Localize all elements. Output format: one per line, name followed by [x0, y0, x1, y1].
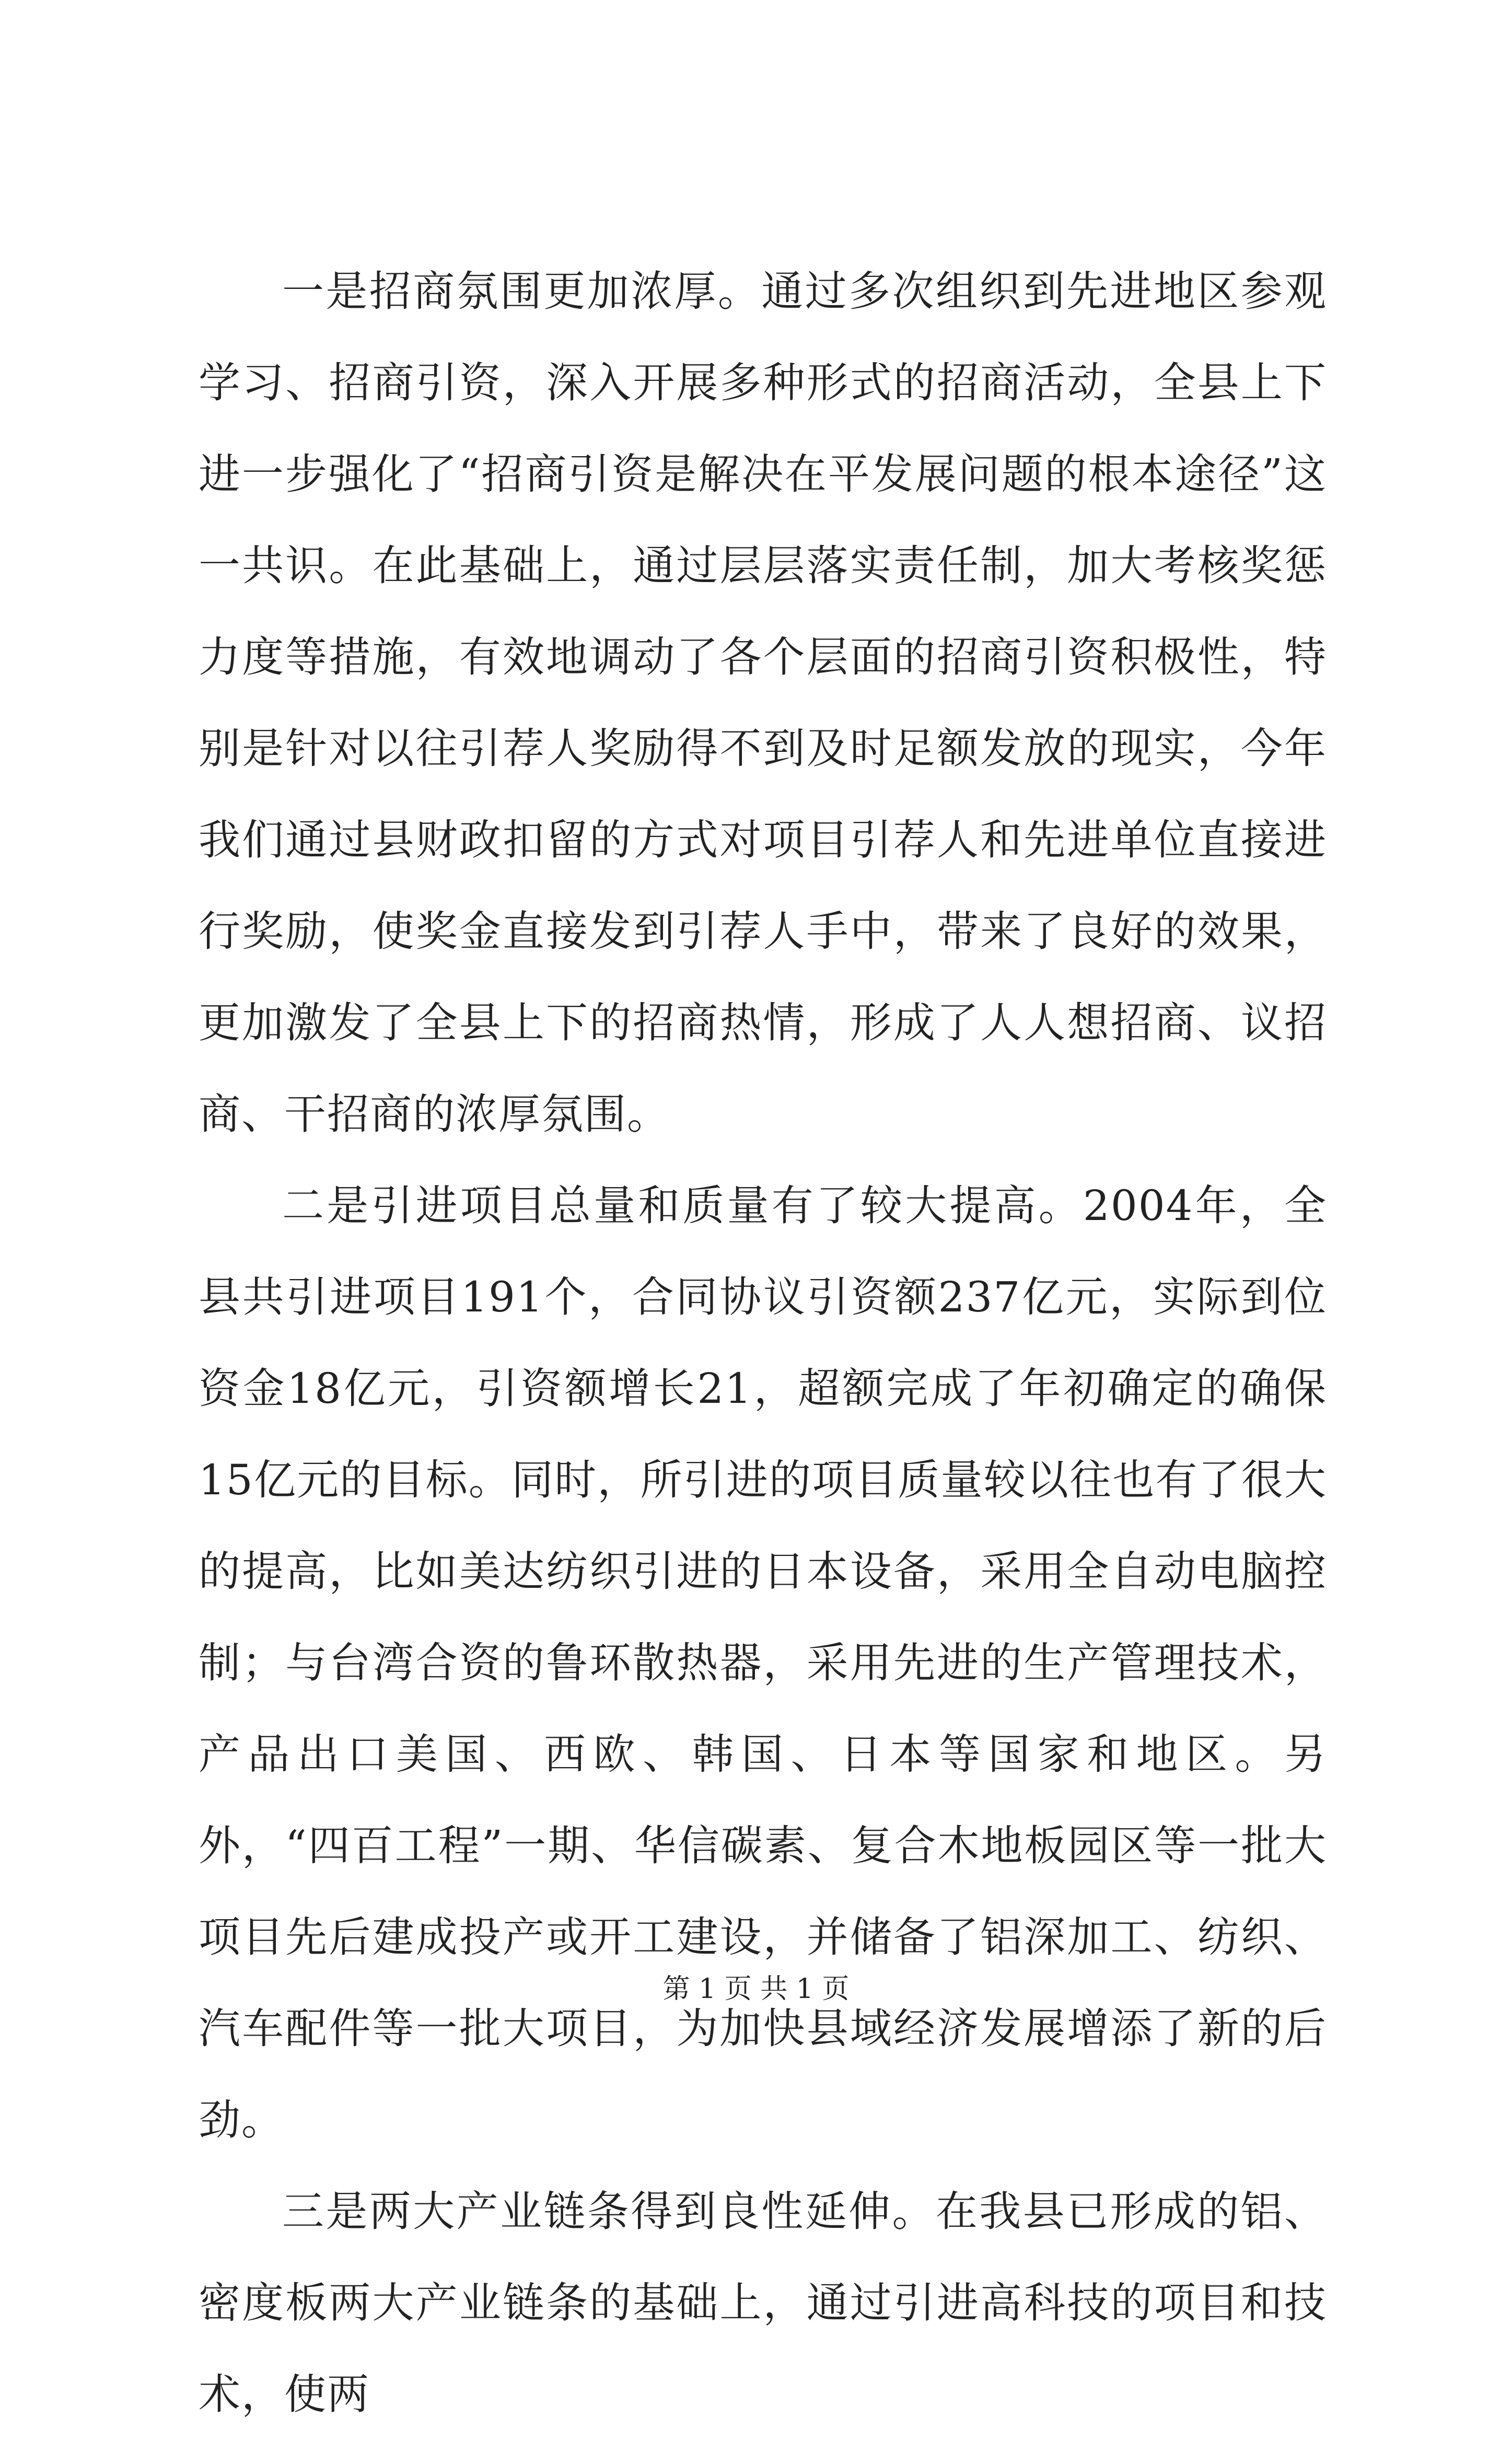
paragraph-2: 二是引进项目总量和质量有了较大提高。2004年，全县共引进项目191个，合同协议引资额237亿元，实际到位资金18亿元，引资额增长21，超额完成了年初确定的确保15亿元的目标。同时，所引进的项目质量较以往也有了很大的提高，比如美达纺织引进的日本设备，采用全自动电脑控制；与台湾合资的鲁环散热器，采用先进的生产管理技术，产品出口美国、西欧、韩国、日本等国家和地区。另外，“四百工程”一期、华信碳素、复合木地板园区等一批大项目先后建成投产或开工建设，并储备了铝深加工、纺织、汽车配件等一批大项目，为加快县域经济发展增添了新的后劲。 — [199, 1181, 1327, 2144]
page-footer: 第 1 页 共 1 页 — [662, 1973, 850, 2005]
document-body — [199, 246, 1327, 2440]
paragraph-1: 一是招商氛围更加浓厚。通过多次组织到先进地区参观学习、招商引资，深入开展多种形式的招商活动，全县上下进一步强化了“招商引资是解决在平发展问题的根本途径”这一共识。在此基础上，通过层层落实责任制，加大考核奖惩力度等措施，有效地调动了各个层面的招商引资积极性，特别是针对以往引荐人奖励得不到及时足额发放的现实，今年我们通过县财政扣留的方式对项目引荐人和先进单位直接进行奖励，使奖金直接发到引荐人手中，带来了良好的效果，更加激发了全县上下的招商热情，形成了人人想招商、议招商、干招商的浓厚氛围。 — [199, 267, 1327, 1138]
paragraph-3: 三是两大产业链条得到良性延伸。在我县已形成的铝、密度板两大产业链条的基础上，通过引进高科技的项目和技术，使两 — [199, 2187, 1327, 2419]
